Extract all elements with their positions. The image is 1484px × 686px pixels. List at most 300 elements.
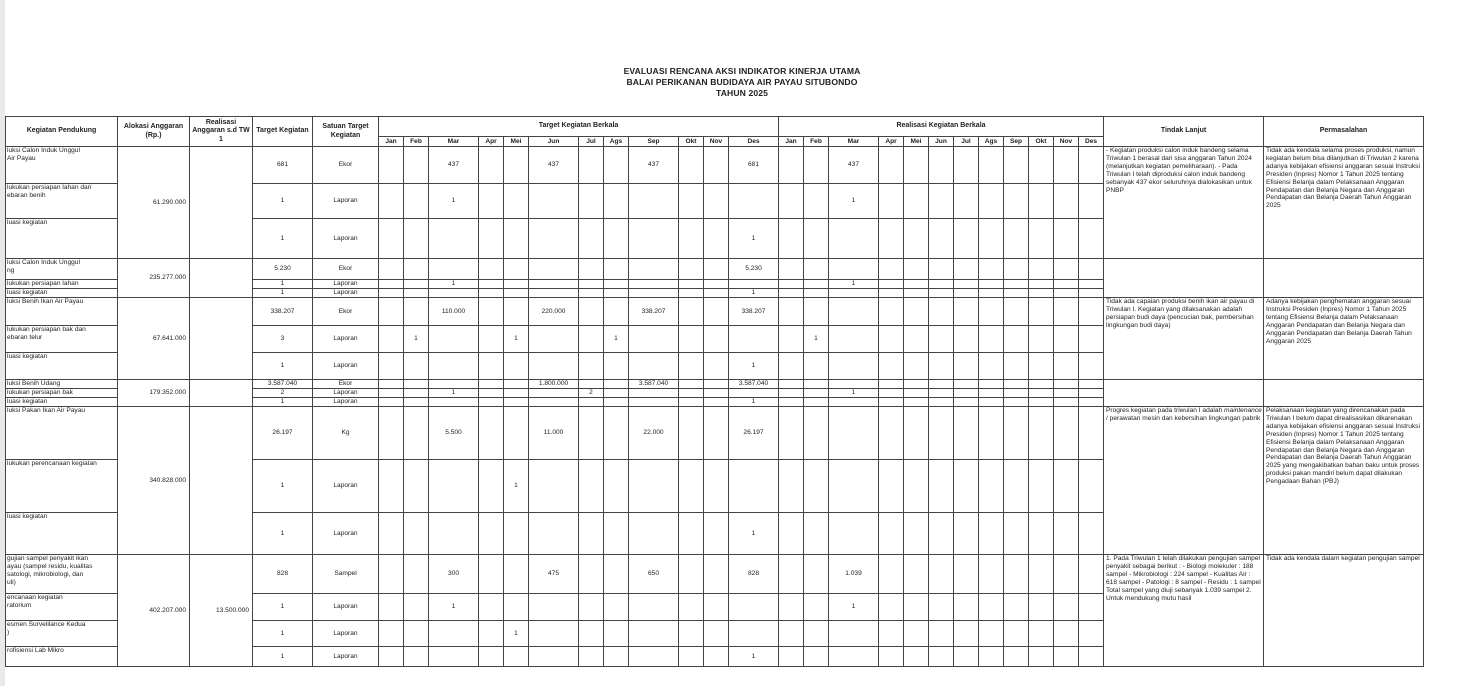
cell-month-value xyxy=(1079,353,1104,380)
cell-month-value xyxy=(1054,280,1079,289)
cell-month-value xyxy=(979,380,1004,389)
cell-month-value xyxy=(879,147,904,184)
cell-month-value xyxy=(704,280,729,289)
cell-month-value xyxy=(604,594,629,621)
cell-month-value xyxy=(1004,326,1029,353)
cell-month-value xyxy=(1079,460,1104,513)
cell-satuan: Laporan xyxy=(313,460,379,513)
cell-target: 1 xyxy=(253,219,313,259)
cell-month-value xyxy=(679,326,704,353)
cell-month-value xyxy=(1054,555,1079,594)
cell-month-value: 1 xyxy=(404,326,429,353)
cell-month-value: 1 xyxy=(504,326,529,353)
cell-month-value: 110.000 xyxy=(429,298,479,326)
cell-month-value xyxy=(1054,298,1079,326)
cell-month-value xyxy=(1054,513,1079,555)
cell-month-value xyxy=(729,594,779,621)
cell-month-value xyxy=(504,259,529,280)
cell-month-value xyxy=(704,621,729,647)
header-month: Jun xyxy=(929,137,954,147)
cell-month-value xyxy=(479,398,504,407)
cell-month-value xyxy=(679,147,704,184)
title-line-2: BALAI PERIKANAN BUDIDAYA AIR PAYAU SITUBONDO xyxy=(626,77,858,87)
cell-month-value xyxy=(604,147,629,184)
cell-month-value xyxy=(804,389,829,398)
header-month: Ags xyxy=(979,137,1004,147)
cell-month-value xyxy=(429,647,479,667)
cell-month-value xyxy=(629,289,679,298)
cell-month-value xyxy=(704,298,729,326)
cell-alokasi: 61.290.000 xyxy=(118,147,190,259)
cell-month-value xyxy=(954,280,979,289)
cell-month-value: 338.207 xyxy=(729,298,779,326)
cell-month-value xyxy=(954,184,979,219)
cell-month-value xyxy=(679,380,704,389)
cell-month-value xyxy=(529,184,579,219)
cell-month-value xyxy=(1079,380,1104,389)
cell-kegiatan: luksi Benih Ikan Air Payau xyxy=(6,298,118,326)
cell-month-value: 1 xyxy=(829,594,879,621)
cell-month-value xyxy=(579,280,604,289)
cell-month-value xyxy=(579,513,604,555)
cell-month-value xyxy=(979,353,1004,380)
cell-month-value xyxy=(379,555,404,594)
cell-month-value xyxy=(829,647,879,667)
cell-realisasi xyxy=(190,298,253,380)
cell-satuan: Kg xyxy=(313,407,379,460)
cell-month-value xyxy=(479,407,504,460)
cell-month-value xyxy=(1079,555,1104,594)
cell-kegiatan: lukukan persiapan bak xyxy=(6,389,118,398)
cell-month-value xyxy=(579,380,604,389)
cell-month-value xyxy=(1079,621,1104,647)
cell-month-value xyxy=(1079,298,1104,326)
cell-month-value xyxy=(954,398,979,407)
cell-month-value xyxy=(1029,289,1054,298)
cell-month-value xyxy=(779,647,804,667)
cell-month-value: 828 xyxy=(729,555,779,594)
cell-month-value xyxy=(954,147,979,184)
cell-month-value xyxy=(1004,289,1029,298)
cell-month-value xyxy=(904,326,929,353)
header-month: Feb xyxy=(404,137,429,147)
cell-month-value xyxy=(904,289,929,298)
cell-kegiatan: luksi Calon Induk Unggul ng xyxy=(6,259,118,280)
cell-month-value xyxy=(979,389,1004,398)
cell-month-value xyxy=(604,398,629,407)
cell-month-value xyxy=(804,647,829,667)
cell-month-value xyxy=(829,513,879,555)
cell-month-value xyxy=(879,219,904,259)
cell-month-value xyxy=(604,407,629,460)
cell-satuan: Laporan xyxy=(313,353,379,380)
cell-month-value xyxy=(1004,460,1029,513)
cell-satuan: Ekor xyxy=(313,259,379,280)
cell-month-value xyxy=(879,380,904,389)
cell-month-value xyxy=(404,460,429,513)
cell-month-value xyxy=(504,184,529,219)
cell-month-value: 1 xyxy=(504,460,529,513)
cell-satuan: Ekor xyxy=(313,147,379,184)
cell-month-value xyxy=(804,398,829,407)
cell-month-value xyxy=(1054,594,1079,621)
cell-month-value xyxy=(804,219,829,259)
cell-month-value xyxy=(604,513,629,555)
cell-month-value xyxy=(879,513,904,555)
header-kegiatan: Kegiatan Pendukung xyxy=(6,117,118,147)
cell-satuan: Laporan xyxy=(313,219,379,259)
header-realisasi-berkala: Realisasi Kegiatan Berkala xyxy=(779,117,1104,137)
cell-month-value xyxy=(479,280,504,289)
cell-month-value xyxy=(504,555,529,594)
cell-kegiatan: rofisiensi Lab Mikro xyxy=(6,647,118,667)
cell-month-value xyxy=(704,380,729,389)
cell-month-value xyxy=(404,621,429,647)
cell-month-value xyxy=(1079,326,1104,353)
cell-month-value xyxy=(979,184,1004,219)
cell-month-value xyxy=(1079,147,1104,184)
cell-realisasi xyxy=(190,259,253,298)
header-realisasi: Realisasi Anggaran s.d TW 1 xyxy=(190,117,253,147)
cell-month-value xyxy=(879,460,904,513)
cell-month-value xyxy=(579,219,604,259)
header-target: Target Kegiatan xyxy=(253,117,313,147)
cell-month-value xyxy=(704,219,729,259)
cell-month-value xyxy=(1004,280,1029,289)
cell-month-value xyxy=(529,460,579,513)
cell-month-value xyxy=(679,460,704,513)
cell-month-value xyxy=(704,513,729,555)
cell-month-value xyxy=(479,259,504,280)
cell-alokasi: 179.352.000 xyxy=(118,380,190,407)
cell-month-value: 1 xyxy=(729,353,779,380)
cell-month-value xyxy=(879,407,904,460)
cell-month-value xyxy=(429,621,479,647)
cell-month-value: 11.000 xyxy=(529,407,579,460)
cell-month-value xyxy=(679,647,704,667)
cell-month-value xyxy=(679,594,704,621)
cell-month-value: 1 xyxy=(829,389,879,398)
cell-kegiatan: luksi Calon Induk Unggul Air Payau xyxy=(6,147,118,184)
cell-month-value xyxy=(829,259,879,280)
cell-month-value xyxy=(579,147,604,184)
cell-month-value xyxy=(779,147,804,184)
cell-month-value xyxy=(929,513,954,555)
cell-month-value: 1 xyxy=(429,594,479,621)
table-row xyxy=(6,380,1424,389)
cell-month-value xyxy=(879,555,904,594)
cell-month-value xyxy=(579,407,604,460)
cell-month-value xyxy=(929,184,954,219)
cell-month-value xyxy=(504,289,529,298)
cell-month-value xyxy=(829,407,879,460)
cell-month-value: 220.000 xyxy=(529,298,579,326)
header-tindak-lanjut: Tindak Lanjut xyxy=(1104,117,1264,147)
title-line-1: EVALUASI RENCANA AKSI INDIKATOR KINERJA UTAMA xyxy=(623,66,861,76)
cell-month-value xyxy=(529,389,579,398)
cell-month-value: 3.587.040 xyxy=(729,380,779,389)
cell-month-value xyxy=(1054,184,1079,219)
cell-month-value xyxy=(604,184,629,219)
cell-month-value: 1 xyxy=(829,184,879,219)
cell-month-value xyxy=(729,280,779,289)
cell-month-value xyxy=(479,460,504,513)
cell-month-value xyxy=(504,398,529,407)
cell-month-value xyxy=(904,219,929,259)
cell-month-value xyxy=(1029,326,1054,353)
cell-month-value xyxy=(829,353,879,380)
cell-month-value xyxy=(979,259,1004,280)
cell-month-value: 2 xyxy=(579,389,604,398)
cell-month-value xyxy=(979,513,1004,555)
cell-month-value xyxy=(529,621,579,647)
cell-month-value xyxy=(1079,594,1104,621)
header-month: Apr xyxy=(879,137,904,147)
cell-month-value xyxy=(604,389,629,398)
cell-month-value xyxy=(1004,621,1029,647)
cell-month-value: 3.587.040 xyxy=(629,380,679,389)
cell-month-value xyxy=(629,647,679,667)
cell-realisasi: 13.500.000 xyxy=(190,555,253,667)
cell-permasalahan xyxy=(1264,380,1424,407)
cell-month-value xyxy=(1054,353,1079,380)
cell-satuan: Laporan xyxy=(313,594,379,621)
cell-month-value xyxy=(904,513,929,555)
cell-month-value xyxy=(904,647,929,667)
cell-month-value xyxy=(729,460,779,513)
cell-month-value xyxy=(829,326,879,353)
cell-month-value xyxy=(729,326,779,353)
cell-month-value: 22.000 xyxy=(629,407,679,460)
cell-month-value xyxy=(479,184,504,219)
cell-month-value xyxy=(579,621,604,647)
cell-month-value xyxy=(929,326,954,353)
header-month: Apr xyxy=(479,137,504,147)
evaluation-table-container xyxy=(5,116,1484,686)
cell-month-value: 1 xyxy=(729,219,779,259)
cell-month-value: 1.800.000 xyxy=(529,380,579,389)
cell-month-value xyxy=(1079,219,1104,259)
cell-month-value xyxy=(404,647,429,667)
cell-month-value xyxy=(479,594,504,621)
table-row xyxy=(6,555,1424,594)
cell-month-value xyxy=(704,353,729,380)
cell-month-value: 338.207 xyxy=(629,298,679,326)
header-month: Jul xyxy=(954,137,979,147)
cell-month-value xyxy=(579,647,604,667)
cell-month-value xyxy=(504,389,529,398)
cell-month-value xyxy=(1029,184,1054,219)
cell-month-value xyxy=(379,389,404,398)
cell-month-value xyxy=(954,259,979,280)
cell-month-value xyxy=(529,647,579,667)
cell-month-value xyxy=(429,398,479,407)
cell-month-value xyxy=(429,460,479,513)
cell-month-value xyxy=(1004,184,1029,219)
cell-month-value: 681 xyxy=(729,147,779,184)
cell-month-value xyxy=(1079,513,1104,555)
cell-month-value xyxy=(904,398,929,407)
cell-month-value: 1 xyxy=(504,621,529,647)
header-month: Okt xyxy=(1029,137,1054,147)
cell-month-value xyxy=(979,594,1004,621)
cell-month-value xyxy=(504,353,529,380)
cell-month-value xyxy=(804,184,829,219)
cell-month-value xyxy=(379,407,404,460)
cell-month-value xyxy=(629,398,679,407)
cell-month-value xyxy=(979,280,1004,289)
cell-month-value xyxy=(404,407,429,460)
cell-target: 1 xyxy=(253,353,313,380)
cell-month-value xyxy=(679,353,704,380)
cell-month-value xyxy=(1029,389,1054,398)
cell-month-value xyxy=(1054,407,1079,460)
cell-month-value xyxy=(1079,289,1104,298)
cell-month-value xyxy=(879,298,904,326)
cell-month-value xyxy=(1029,380,1054,389)
cell-month-value xyxy=(904,389,929,398)
table-row xyxy=(6,407,1424,460)
cell-month-value xyxy=(504,298,529,326)
cell-month-value xyxy=(904,147,929,184)
header-month: Mar xyxy=(429,137,479,147)
cell-month-value xyxy=(479,326,504,353)
cell-month-value xyxy=(379,647,404,667)
cell-month-value xyxy=(704,555,729,594)
cell-month-value xyxy=(904,298,929,326)
header-month: Nov xyxy=(704,137,729,147)
cell-month-value xyxy=(679,259,704,280)
cell-month-value: 1 xyxy=(429,184,479,219)
cell-target: 681 xyxy=(253,147,313,184)
cell-month-value xyxy=(704,407,729,460)
cell-month-value xyxy=(1004,389,1029,398)
cell-month-value xyxy=(1029,621,1054,647)
cell-month-value xyxy=(729,621,779,647)
cell-month-value xyxy=(804,259,829,280)
cell-month-value xyxy=(579,326,604,353)
cell-satuan: Laporan xyxy=(313,184,379,219)
table-row xyxy=(6,147,1424,184)
cell-month-value xyxy=(479,380,504,389)
cell-month-value xyxy=(929,621,954,647)
cell-month-value xyxy=(904,280,929,289)
cell-month-value xyxy=(954,298,979,326)
cell-month-value xyxy=(479,289,504,298)
cell-month-value xyxy=(379,147,404,184)
cell-month-value xyxy=(1004,353,1029,380)
cell-month-value xyxy=(579,555,604,594)
cell-month-value xyxy=(779,555,804,594)
cell-satuan: Laporan xyxy=(313,647,379,667)
cell-kegiatan: luksi Benih Udang xyxy=(6,380,118,389)
cell-month-value xyxy=(954,407,979,460)
cell-month-value xyxy=(479,219,504,259)
cell-satuan: Ekor xyxy=(313,298,379,326)
cell-month-value xyxy=(1054,147,1079,184)
cell-month-value xyxy=(879,621,904,647)
cell-month-value xyxy=(404,389,429,398)
cell-month-value xyxy=(1054,326,1079,353)
cell-month-value xyxy=(779,621,804,647)
cell-month-value xyxy=(979,460,1004,513)
cell-satuan: Sampel xyxy=(313,555,379,594)
cell-month-value xyxy=(779,460,804,513)
cell-month-value xyxy=(1054,259,1079,280)
header-month: Jan xyxy=(779,137,804,147)
cell-month-value xyxy=(1004,647,1029,667)
cell-month-value xyxy=(679,398,704,407)
cell-month-value xyxy=(1004,298,1029,326)
cell-month-value xyxy=(704,594,729,621)
cell-month-value xyxy=(604,647,629,667)
header-target-berkala: Target Kegiatan Berkala xyxy=(379,117,779,137)
cell-month-value xyxy=(779,353,804,380)
cell-month-value: 437 xyxy=(429,147,479,184)
cell-month-value xyxy=(729,184,779,219)
cell-month-value xyxy=(629,389,679,398)
tindak-italic: maintenance xyxy=(1224,407,1262,414)
cell-month-value xyxy=(779,513,804,555)
cell-month-value xyxy=(604,555,629,594)
cell-month-value xyxy=(629,326,679,353)
cell-month-value xyxy=(1029,594,1054,621)
header-satuan: Satuan Target Kegiatan xyxy=(313,117,379,147)
cell-month-value xyxy=(879,594,904,621)
cell-month-value xyxy=(879,389,904,398)
cell-month-value xyxy=(404,298,429,326)
cell-month-value xyxy=(904,407,929,460)
cell-month-value xyxy=(879,647,904,667)
cell-month-value xyxy=(954,621,979,647)
cell-month-value xyxy=(729,389,779,398)
cell-month-value: 1 xyxy=(429,389,479,398)
cell-month-value xyxy=(929,298,954,326)
cell-month-value xyxy=(1029,280,1054,289)
cell-satuan: Laporan xyxy=(313,389,379,398)
cell-tindak-lanjut xyxy=(1104,380,1264,407)
cell-month-value xyxy=(404,380,429,389)
cell-month-value xyxy=(679,389,704,398)
cell-month-value xyxy=(879,398,904,407)
cell-month-value xyxy=(429,380,479,389)
cell-month-value xyxy=(1029,398,1054,407)
cell-month-value xyxy=(679,621,704,647)
cell-kegiatan: lukukan perencanaan kegiatan xyxy=(6,460,118,513)
cell-month-value xyxy=(1079,407,1104,460)
header-alokasi: Alokasi Anggaran (Rp.) xyxy=(118,117,190,147)
cell-month-value xyxy=(804,407,829,460)
cell-month-value xyxy=(604,621,629,647)
cell-month-value xyxy=(1054,219,1079,259)
cell-month-value xyxy=(704,326,729,353)
cell-month-value xyxy=(1054,621,1079,647)
cell-month-value xyxy=(979,398,1004,407)
cell-permasalahan xyxy=(1264,259,1424,298)
cell-month-value xyxy=(929,555,954,594)
header-month: Ags xyxy=(604,137,629,147)
table-row xyxy=(6,298,1424,326)
cell-realisasi xyxy=(190,380,253,407)
cell-kegiatan: esmen Survelilance Kedua ) xyxy=(6,621,118,647)
cell-month-value xyxy=(404,555,429,594)
cell-month-value xyxy=(629,353,679,380)
tindak-text: / perawatan mesin dan kebersihan lingkungan pabrik xyxy=(1106,414,1261,422)
cell-month-value xyxy=(1004,555,1029,594)
cell-month-value xyxy=(954,647,979,667)
cell-month-value xyxy=(904,184,929,219)
cell-permasalahan: Adanya kebijakan penghematan anggaran sesuai Instruksi Presiden (Inpres) Nomor 1 Tahun 2025 tentang Efisiensi Belanja dalam Pelaksanaan Anggaran Pendapatan dan Belanja Negara dan Anggaran Pendapatan dan Belanja Daerah Tahun Anggaran 2025 xyxy=(1264,298,1424,380)
